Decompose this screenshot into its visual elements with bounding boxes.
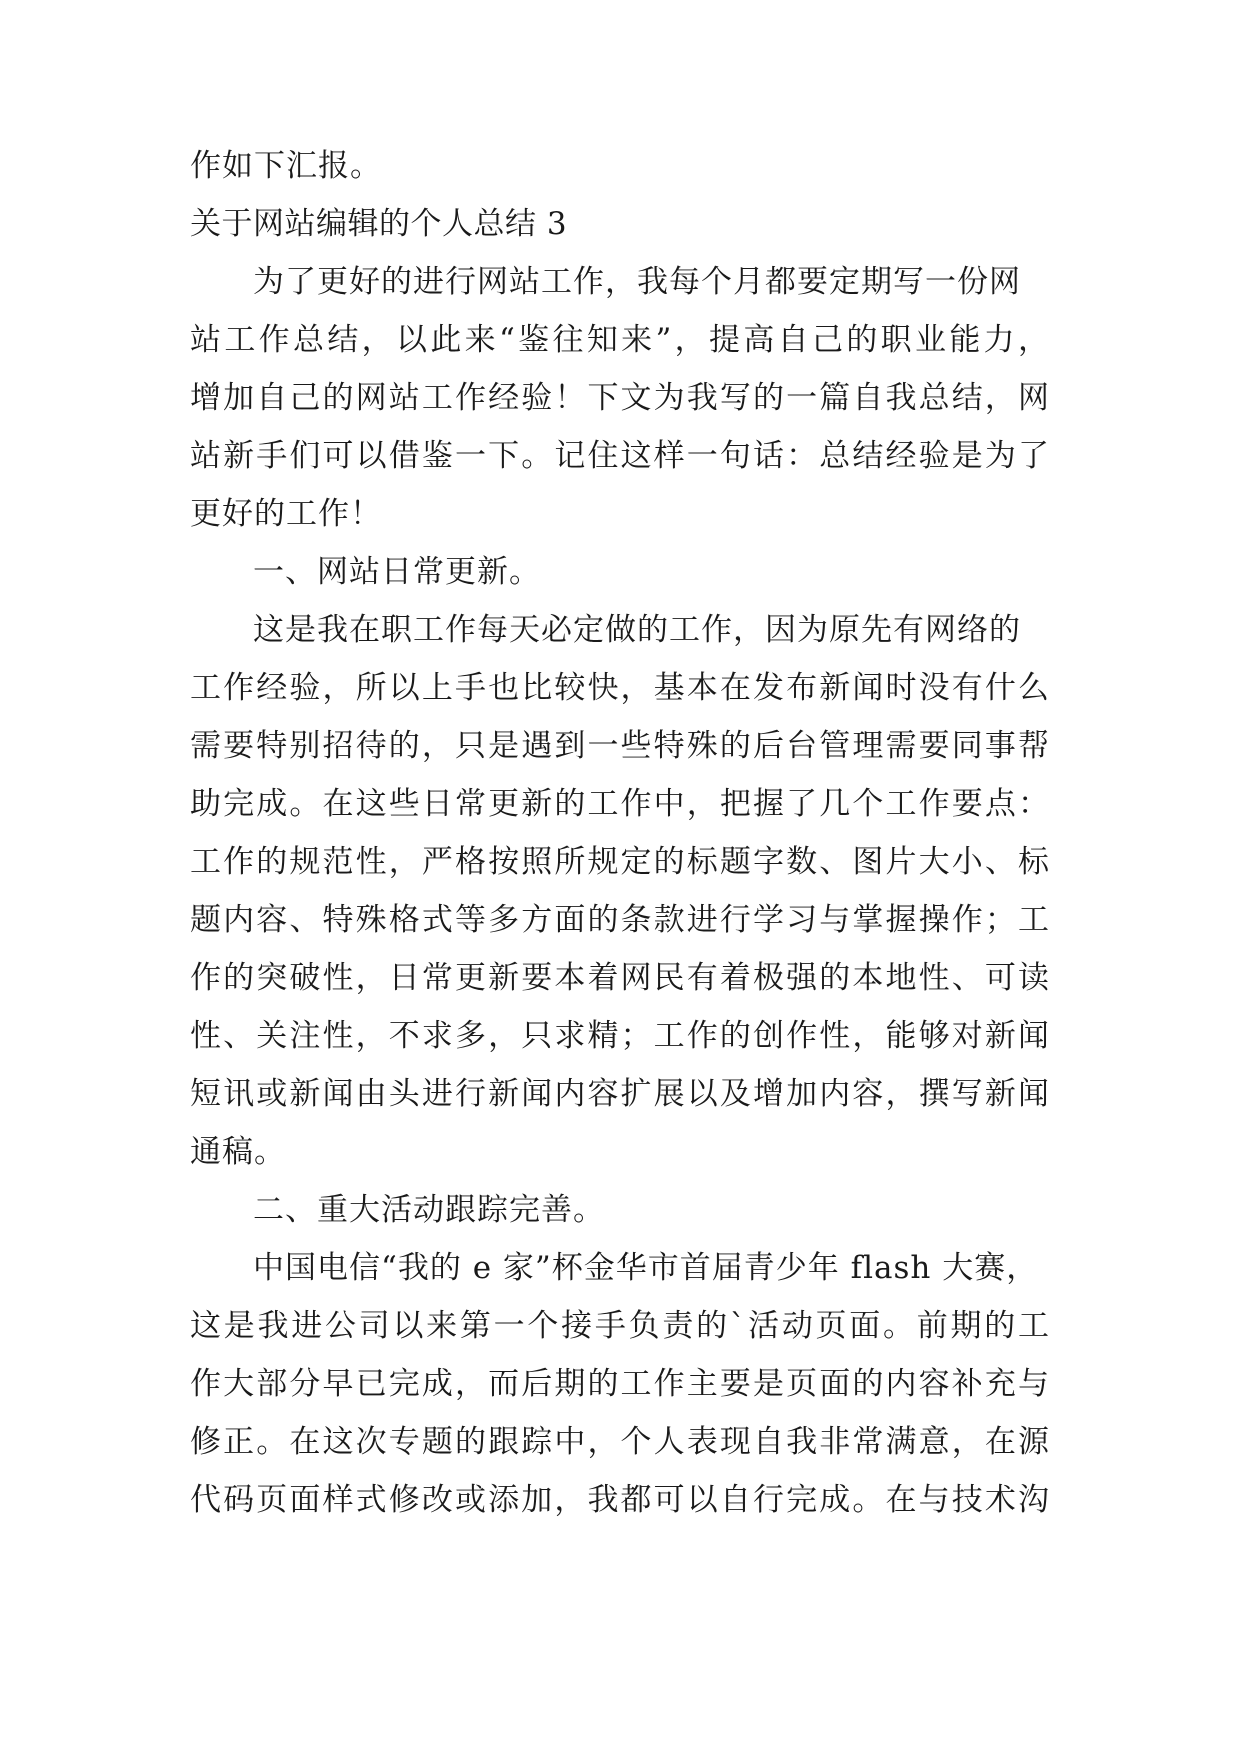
text-line: 作如下汇报。: [190, 148, 382, 184]
section-heading: 二、重大活动跟踪完善。: [253, 1192, 605, 1228]
paragraph-line: 工作经验，所以上手也比较快，基本在发布新闻时没有什么: [190, 670, 1050, 706]
section-heading: 一、网站日常更新。: [253, 554, 541, 590]
paragraph-line: 修正。在这次专题的跟踪中，个人表现自我非常满意，在源: [190, 1424, 1050, 1460]
paragraph-line: 站工作总结，以此来“鉴往知来”，提高自己的职业能力，: [190, 322, 1050, 358]
paragraph-line: 站新手们可以借鉴一下。记住这样一句话：总结经验是为了: [190, 438, 1050, 474]
paragraph-line: 需要特别招待的，只是遇到一些特殊的后台管理需要同事帮: [190, 728, 1050, 764]
paragraph-line: 作大部分早已完成，而后期的工作主要是页面的内容补充与: [190, 1366, 1050, 1402]
paragraph-line: 通稿。: [190, 1134, 286, 1170]
paragraph-line: 短讯或新闻由头进行新闻内容扩展以及增加内容，撰写新闻: [190, 1076, 1050, 1112]
paragraph-line: 题内容、特殊格式等多方面的条款进行学习与掌握操作；工: [190, 902, 1050, 938]
paragraph-line: 作的突破性，日常更新要本着网民有着极强的本地性、可读: [190, 960, 1050, 996]
paragraph-line: 更好的工作！: [190, 496, 382, 532]
paragraph-line: 这是我在职工作每天必定做的工作，因为原先有网络的: [253, 612, 1021, 648]
paragraph-line: 增加自己的网站工作经验！下文为我写的一篇自我总结，网: [190, 380, 1050, 416]
paragraph-line: 为了更好的进行网站工作，我每个月都要定期写一份网: [253, 264, 1021, 300]
paragraph-line: 中国电信“我的 e 家”杯金华市首届青少年 flash 大赛，: [253, 1250, 1039, 1286]
section-title: 关于网站编辑的个人总结 3: [190, 206, 568, 242]
paragraph-line: 这是我进公司以来第一个接手负责的`活动页面。前期的工: [190, 1308, 1050, 1344]
paragraph-line: 性、关注性，不求多，只求精；工作的创作性，能够对新闻: [190, 1018, 1050, 1054]
paragraph-line: 代码页面样式修改或添加，我都可以自行完成。在与技术沟: [190, 1482, 1050, 1518]
paragraph-line: 工作的规范性，严格按照所规定的标题字数、图片大小、标: [190, 844, 1050, 880]
paragraph-line: 助完成。在这些日常更新的工作中，把握了几个工作要点：: [190, 786, 1050, 822]
